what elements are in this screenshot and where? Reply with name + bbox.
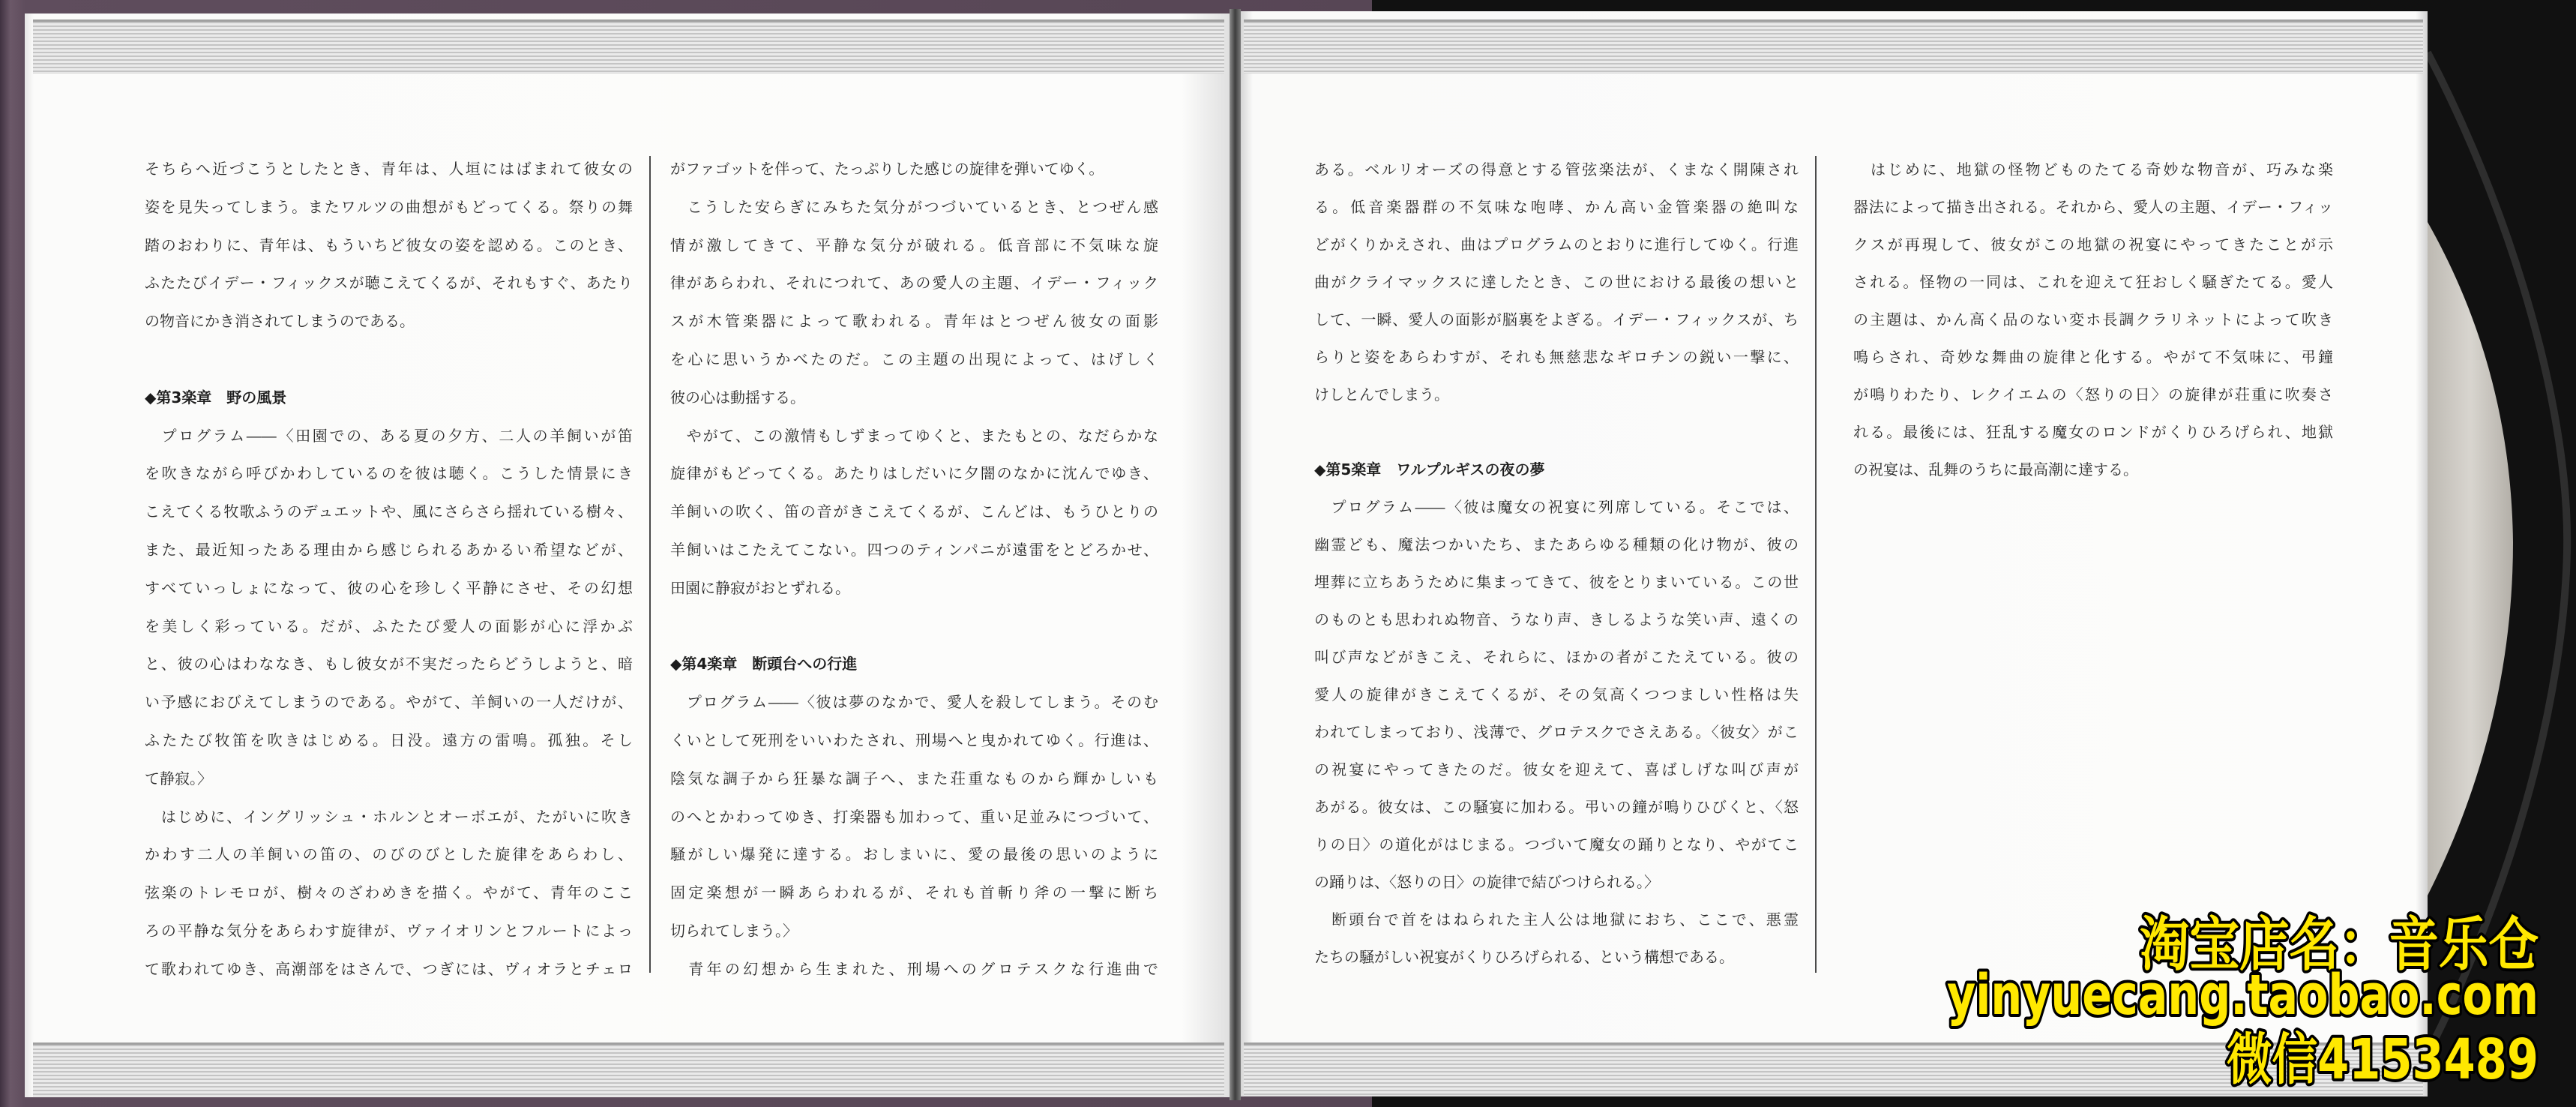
text-line: の物音にかき消されてしまうのである。 (145, 312, 415, 331)
text-line: される。怪物の一同は、これを迎えて狂おしく騒ぎたてる。愛人 (1853, 273, 2333, 291)
paragraph (1314, 901, 1799, 976)
watermark-wechat: 微信4153489 (2227, 1028, 2539, 1092)
text-line: 愛人の旋律がきこえてくるが、その気高くつつましい性格は失 (1314, 686, 1799, 704)
text-line: はじめに、地獄の怪物どものたてる奇妙な物音が、巧みな楽 (1853, 160, 2333, 178)
text-line: かわす二人の羊飼いの笛の、のびのびとした旋律をあらわし、 (145, 845, 633, 864)
column-divider-left (649, 156, 651, 973)
paragraph (670, 150, 1158, 188)
text-column-2 (670, 150, 1158, 988)
text-line: て歌われてゆき、高潮部をはさんで、つぎには、ヴィオラとチェロ (145, 959, 633, 978)
text-line: りの日〉の道化がはじまる。つづいて魔女の踊りとなり、やがてこ (1314, 836, 1799, 854)
paragraph (1314, 488, 1799, 901)
text-line: い予感におびえてしまうのである。やがて、羊飼いの一人だけが、 (145, 693, 633, 712)
text-line: 器法によって描き出される。それから、愛人の主題、イデー・フィッ (1853, 198, 2333, 216)
text-line: 羊飼いの吹く、笛の音がきこえてくるが、こんどは、もうひとりの (670, 502, 1158, 521)
text-line: と、彼の心はわななき、もし彼女が不実だったらどうしようと、暗 (145, 655, 633, 674)
text-line: こうした安らぎにみちた気分がつづいているとき、とつぜん感 (670, 197, 1158, 216)
text-line: 情が激してきて、平静な気分が破れる。低音部に不気味な旋 (670, 236, 1158, 254)
text-line: る。低音楽器群の不気味な咆哮、かん高い金管楽器の絶叫な (1314, 198, 1799, 216)
text-line: 彼の心は動揺する。 (670, 388, 805, 406)
text-line: の主題は、かん高く品のない変ホ長調クラリネットによって吹き (1853, 310, 2333, 328)
text-line: のものとも思われぬ物音、うなり声、きしるような笑い声、遠くの (1314, 610, 1799, 628)
paragraph (145, 798, 633, 988)
text-line: こえてくる牧歌ふうのデュエットや、風にさらさら揺れている樹々、 (145, 502, 633, 521)
text-column-3 (1314, 151, 1799, 976)
text-line: けしとんでしまう。 (1314, 386, 1449, 404)
text-line: らりと姿をあらわすが、それも無慈悲なギロチンの鋭い一撃に、 (1314, 348, 1799, 366)
paragraph (670, 683, 1158, 950)
text-line: ふたたび牧笛を吹きはじめる。日没。遠方の雷鳴。孤独。そし (145, 730, 633, 749)
text-column-4 (1853, 151, 2333, 488)
text-line: われてしまっており、浅薄で、グロテスクでさえある。〈彼女〉がこ (1314, 723, 1799, 741)
paragraph (1314, 151, 1799, 413)
bottom-stripe-band-left (33, 1042, 1224, 1096)
text-line: 鳴らされ、奇妙な舞曲の旋律と化する。やがて不気味に、弔鐘 (1853, 348, 2333, 366)
text-line: のへとかわってゆき、打楽器も加わって、重い足並みにつづいて、 (670, 807, 1158, 826)
section-heading: ◆第3楽章 野の風景 (145, 388, 287, 406)
text-line: また、最近知ったある理由から感じられるあかるい希望などが、 (145, 540, 633, 559)
text-line: 陰気な調子から狂暴な調子へ、また荘重なものから輝かしいも (670, 769, 1158, 788)
text-line: あがる。彼女は、この騒宴に加わる。弔いの鐘が鳴りひびくと、〈怒 (1314, 798, 1799, 816)
text-line: たちの騒がしい祝宴がくりひろげられる、という構想である。 (1314, 948, 1734, 966)
paragraph (670, 950, 1158, 988)
text-line: そちらへ近づこうとしたとき、青年は、人垣にはばまれて彼女の (145, 160, 633, 178)
text-line: を美しく彩っている。だが、ふたたび愛人の面影が心に浮かぶ (145, 616, 633, 635)
paragraph (145, 417, 633, 798)
text-line: 騒がしい爆発に達する。おしまいに、愛の最後の思いのように (670, 845, 1158, 864)
text-line: どがくりかえされ、曲はプログラムのとおりに進行してゆく。行進 (1314, 236, 1799, 254)
text-line: の祝宴は、乱舞のうちに最高潮に達する。 (1853, 460, 2138, 478)
text-line: やがて、この激情もしずまってゆくと、またもとの、なだらかな (670, 426, 1158, 445)
text-line: ろの平静な気分をあらわす旋律が、ヴァイオリンとフルートによっ (145, 921, 633, 940)
page-gutter (1230, 9, 1241, 1100)
paragraph (670, 417, 1158, 608)
text-line: が鳴りわたり、レクイエムの〈怒りの日〉の旋律が荘重に吹奏さ (1853, 386, 2333, 404)
bottom-stripe-band-right (1244, 1042, 2423, 1096)
paragraph (670, 188, 1158, 417)
text-line: スが木管楽器によって歌われる。青年はとつぜん彼女の面影 (670, 312, 1158, 331)
text-line: 叫び声などがきこえ、それらに、ほかの者がこたえている。彼の (1314, 648, 1799, 666)
text-line: 断頭台で首をはねられた主人公は地獄におち、ここで、悪霊 (1314, 910, 1799, 928)
top-stripe-band-right (1244, 20, 2423, 74)
text-line: 律があらわれ、それにつれて、あの愛人の主題、イデー・フィック (670, 274, 1158, 292)
text-column-1 (145, 150, 633, 988)
text-line: の踊りは、〈怒りの日〉の旋律で結びつけられる。〉 (1314, 873, 1659, 891)
text-line: を吹きながら呼びかわしているのを彼は聴く。こうした情景にき (145, 464, 633, 483)
text-line: 青年の幻想から生まれた、刑場へのグロテスクな行進曲で (670, 959, 1158, 978)
text-line: の祝宴にやってきたのだ。彼女を迎えて、喜ばしげな叫び声が (1314, 760, 1799, 778)
text-line: て静寂。〉 (145, 769, 212, 788)
text-line: して、一瞬、愛人の面影が脳裏をよぎる。イデー・フィックスが、ち (1314, 310, 1799, 328)
text-line: クスが再現して、彼女がこの地獄の祝宴にやってきたことが示 (1853, 236, 2333, 254)
text-line: 姿を見失ってしまう。またワルツの曲想がもどってくる。祭りの舞 (145, 197, 633, 216)
cd-tray (2428, 0, 2576, 1107)
text-line: 切られてしまう。〉 (670, 921, 798, 940)
paragraph (1853, 151, 2333, 488)
text-line: れる。最後には、狂乱する魔女のロンドがくりひろげられ、地獄 (1853, 423, 2333, 441)
top-stripe-band-left (33, 20, 1224, 74)
text-line: がファゴットを伴って、たっぷりした感じの旋律を弾いてゆく。 (670, 160, 1104, 178)
section-heading: ◆第5楽章 ワルプルギスの夜の夢 (1314, 460, 1545, 478)
cd-disc (2428, 222, 2513, 896)
text-line: プログラム――〈彼は魔女の祝宴に列席している。そこでは、 (1314, 498, 1799, 516)
text-line: 田園に静寂がおとずれる。 (670, 578, 850, 597)
text-line: 幽霊ども、魔法つかいたち、またあらゆる種類の化け物が、彼の (1314, 536, 1799, 554)
text-line: はじめに、イングリッシュ・ホルンとオーボエが、たがいに吹き (145, 807, 633, 826)
text-line: ふたたびイデー・フィックスが聴こえてくるが、それもすぐ、あたり (145, 274, 633, 292)
section-heading: ◆第4楽章 断頭台への行進 (670, 655, 858, 674)
text-line: プログラム――〈田園での、ある夏の夕方、二人の羊飼いが笛 (145, 426, 633, 445)
text-line: プログラム――〈彼は夢のなかで、愛人を殺してしまう。そのむ (670, 693, 1158, 712)
text-line: 踏のおわりに、青年は、もういちど彼女の姿を認める。このとき、 (145, 236, 633, 254)
text-line: 曲がクライマックスに達したとき、この世における最後の想いと (1314, 273, 1799, 291)
text-line: を心に思いうかべたのだ。この主題の出現によって、はげしく (670, 350, 1158, 368)
text-line: すべていっしょになって、彼の心を珍しく平静にさせ、その幻想 (145, 578, 633, 597)
text-line: 固定楽想が一瞬あらわれるが、それも首斬り斧の一撃に断ち (670, 884, 1158, 902)
paragraph (145, 150, 633, 340)
text-line: 弦楽のトレモロが、樹々のざわめきを描く。やがて、青年のここ (145, 884, 633, 902)
text-line: 旋律がもどってくる。あたりはしだいに夕闇のなかに沈んでゆき、 (670, 464, 1158, 483)
column-divider-right (1815, 156, 1817, 973)
text-line: 羊飼いはこたえてこない。四つのティンパニが遠雷をとどろかせ、 (670, 540, 1158, 559)
text-line: 埋葬に立ちあうために集まってきて、彼をとりまいている。この世 (1314, 573, 1799, 591)
watermark-url: yinyuecang.taobao.com (1947, 963, 2539, 1028)
watermark-shop-name: 淘宝店名：音乐仓 (2140, 911, 2539, 979)
text-line: ある。ベルリオーズの得意とする管弦楽法が、くまなく開陳され (1314, 160, 1799, 178)
text-line: くいとして死刑をいいわたされ、刑場へと曳かれてゆく。行進は、 (670, 730, 1158, 749)
